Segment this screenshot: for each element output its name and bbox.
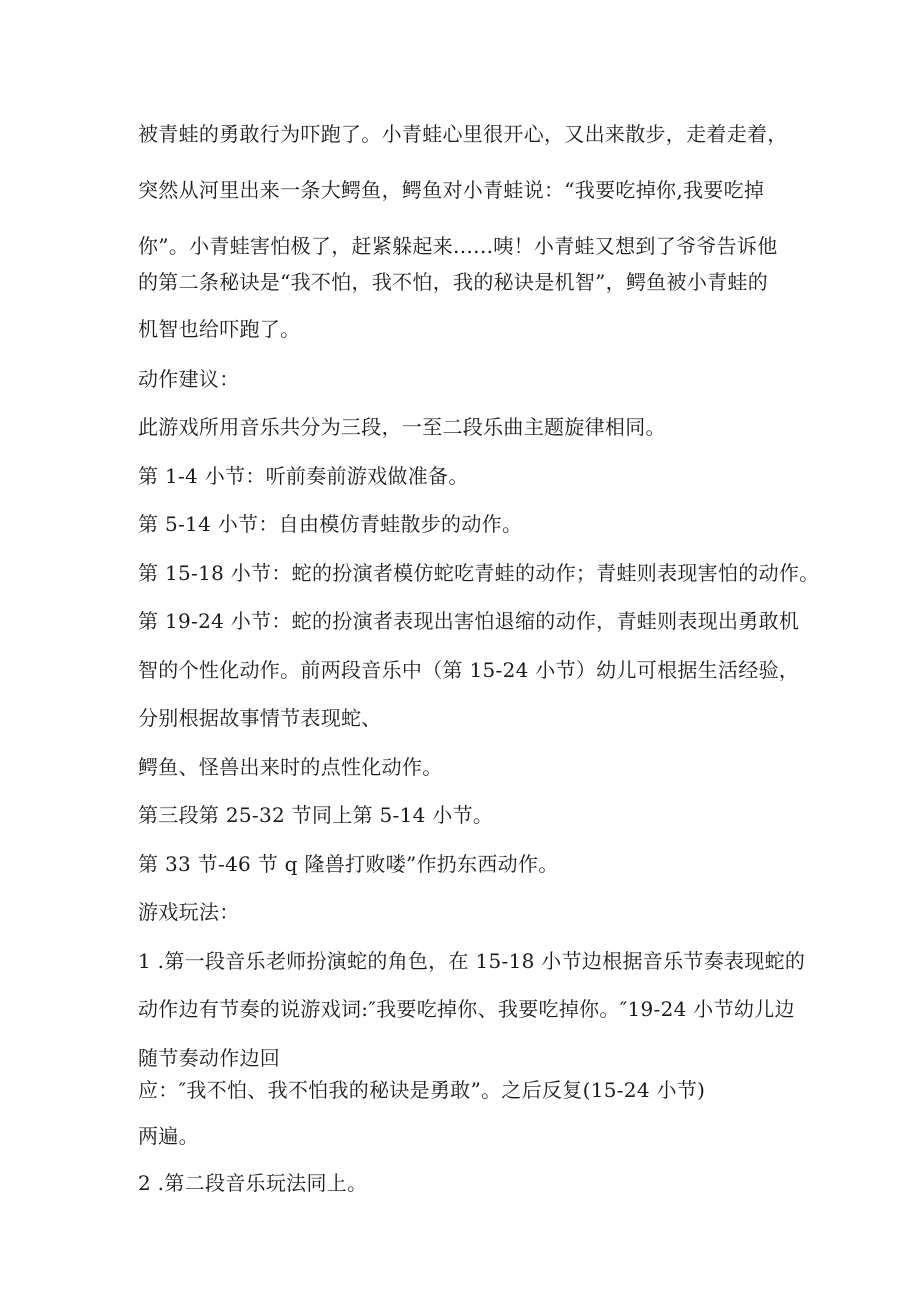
gameplay-line-5: 两遍。 [138,1124,199,1148]
actions-line-5: 第 19-24 小节：蛇的扮演者表现出害怕退缩的动作，青蛙则表现出勇敢机 [138,609,800,633]
actions-line-4: 第 15-18 小节：蛇的扮演者模仿蛇吃青蛙的动作；青蛙则表现害怕的动作。 [138,561,820,585]
story-line-2: 突然从河里出来一条大鳄鱼，鳄鱼对小青蛙说：“我要吃掉你,我要吃掉 [138,178,765,202]
actions-line-6: 智的个性化动作。前两段音乐中（第 15-24 小节）幼儿可根据生活经验， [138,658,800,682]
story-line-5: 机智也给吓跑了。 [138,317,301,341]
gameplay-line-1: 1 .第一段音乐老师扮演蛇的角色，在 15-18 小节边根据音乐节奏表现蛇的 [138,949,806,973]
story-line-1: 被青蛙的勇敢行为吓跑了。小青蛙心里很开心，又出来散步，走着走着， [138,122,788,146]
actions-line-10: 第 33 节-46 节 q 隆兽打败喽”作扔东西动作。 [138,852,559,876]
story-line-3: 你”。小青蛙害怕极了，赶紧躲起来.…..咦！小青蛙又想到了爷爷告诉他 [138,234,778,258]
actions-line-8: 鳄鱼、怪兽出来时的点性化动作。 [138,755,443,779]
gameplay-line-4: 应：″我不怕、我不怕我的秘诀是勇敢”。之后反复(15-24 小节) [138,1078,706,1102]
gameplay-heading: 游戏玩法： [138,900,240,924]
actions-line-7: 分别根据故事情节表现蛇、 [138,706,382,730]
actions-line-9: 第三段第 25-32 节同上第 5-14 小节。 [138,803,494,827]
story-line-4: 的第二条秘诀是“我不怕，我不怕，我的秘诀是机智”，鳄鱼被小青蛙的 [138,270,769,294]
actions-line-3: 第 5-14 小节：自由模仿青蛙散步的动作。 [138,512,523,536]
actions-heading: 动作建议： [138,367,240,391]
gameplay-line-3: 随节奏动作边回 [138,1046,281,1070]
actions-line-2: 第 1-4 小节：听前奏前游戏做准备。 [138,464,469,488]
actions-line-1: 此游戏所用音乐共分为三段，一至二段乐曲主题旋律相同。 [138,415,666,439]
gameplay-line-6: 2 .第二段音乐玩法同上。 [138,1171,368,1195]
gameplay-line-2: 动作边有节奏的说游戏词:″我要吃掉你、我要吃掉你。″19-24 小节幼儿边 [138,997,795,1021]
